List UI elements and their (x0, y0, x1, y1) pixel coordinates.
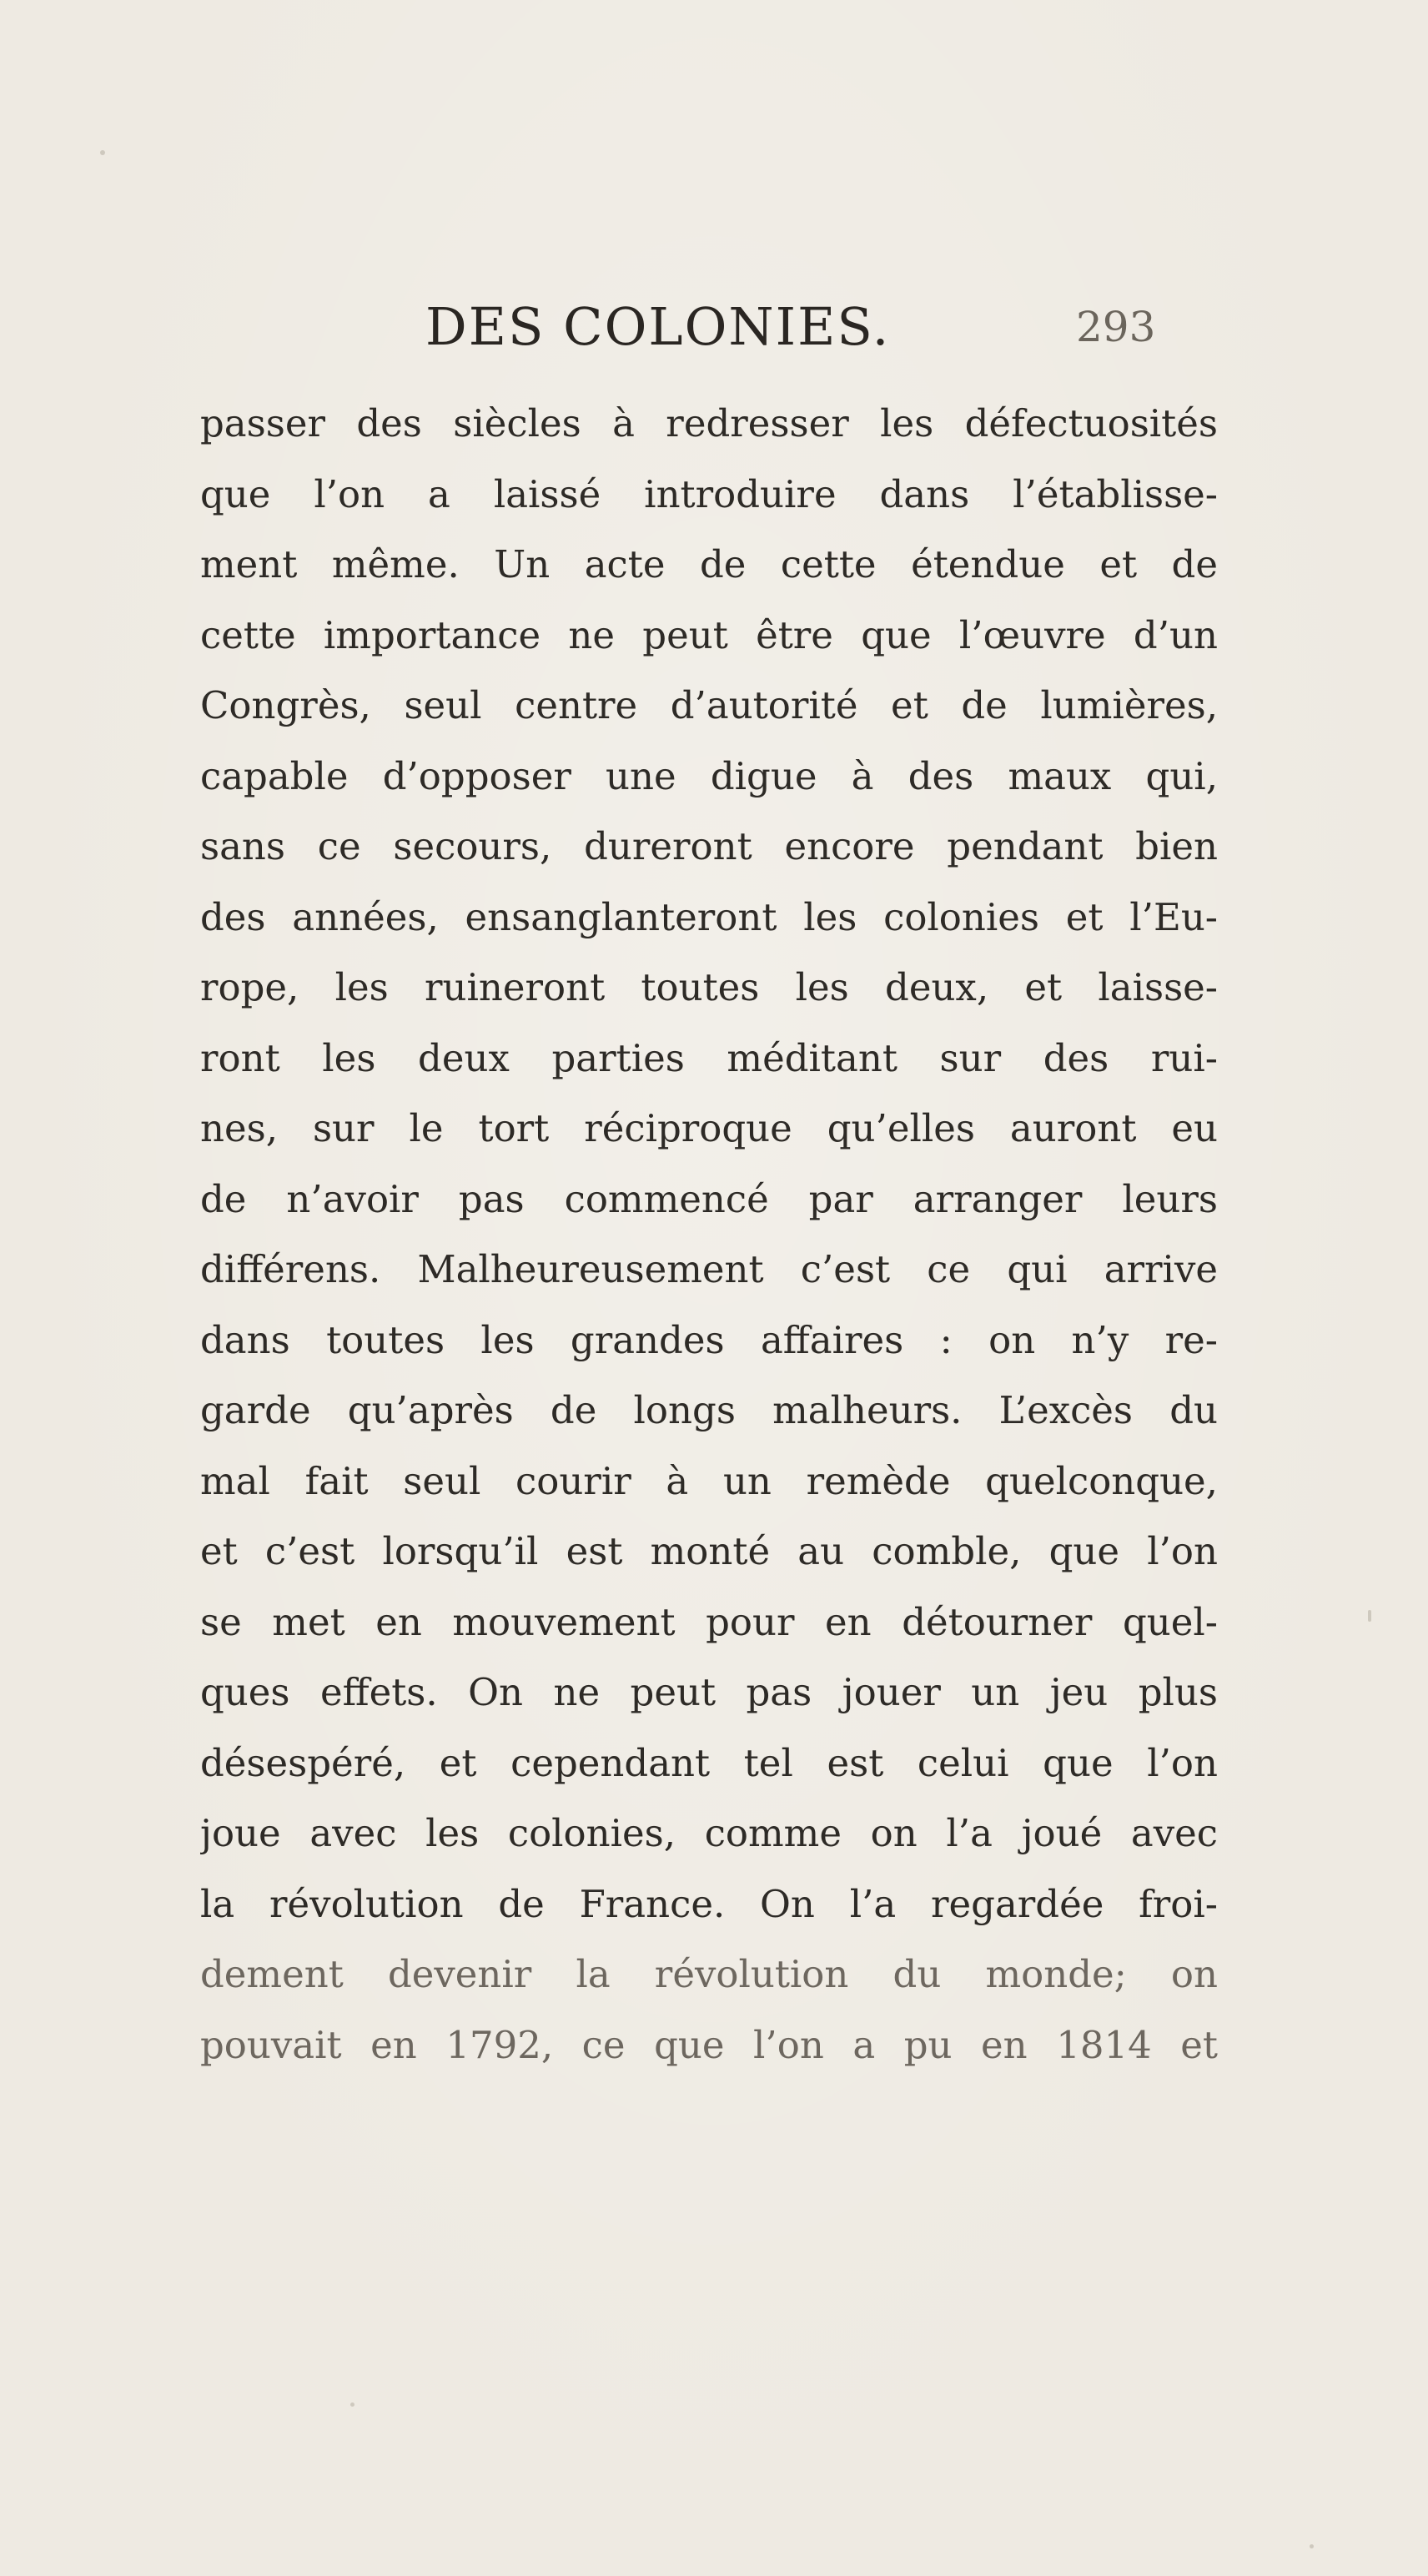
running-title: DES COLONIES. (425, 296, 891, 357)
text-line: ront les deux parties méditant sur des rui- (200, 1035, 1218, 1080)
text-line: joue avec les colonies, comme on l’a joué avec (200, 1811, 1218, 1855)
text-line: nes, sur le tort réciproque qu’elles auront eu (200, 1106, 1218, 1150)
paper-speck (1310, 2544, 1314, 2548)
text-line: rope, les ruineront toutes les deux, et laisse- (200, 965, 1218, 1009)
text-line: dans toutes les grandes affaires : on n’y re- (200, 1317, 1218, 1362)
text-line: mal fait seul courir à un remède quelconque, (200, 1458, 1218, 1503)
text-line: capable d’opposer une digue à des maux qui, (200, 753, 1218, 798)
page-header (0, 294, 1428, 360)
text-line: ques effets. On ne peut pas jouer un jeu plus (200, 1670, 1218, 1714)
text-line: Congrès, seul centre d’autorité et de lumières, (200, 683, 1218, 727)
text-line: sans ce secours, dureront encore pendant bien (200, 824, 1218, 868)
text-line: différens. Malheureusement c’est ce qui arrive (200, 1247, 1218, 1291)
text-line: la révolution de France. On l’a regardée froi- (200, 1881, 1218, 1926)
text-line: pouvait en 1792, ce que l’on a pu en 1814 et (200, 2022, 1218, 2067)
text-line: désespéré, et cependant tel est celui que l’on (200, 1740, 1218, 1785)
text-line: se met en mouvement pour en détourner quel- (200, 1599, 1218, 1644)
text-line: cette importance ne peut être que l’œuvre d’un (200, 612, 1218, 657)
text-line: dement devenir la révolution du monde; on (200, 1952, 1218, 1996)
page-number: 293 (1076, 303, 1156, 351)
text-line: de n’avoir pas commencé par arranger leurs (200, 1176, 1218, 1221)
paper-speck (100, 150, 105, 155)
text-line: passer des siècles à redresser les défectuosités (200, 401, 1218, 445)
paper-speck (350, 2402, 354, 2407)
text-line: ment même. Un acte de cette étendue et de (200, 542, 1218, 586)
text-line: des années, ensanglanteront les colonies et l’Eu- (200, 894, 1218, 939)
text-line: que l’on a laissé introduire dans l’établisse- (200, 471, 1218, 516)
text-line: garde qu’après de longs malheurs. L’excès du (200, 1388, 1218, 1432)
body-text (200, 389, 1218, 2080)
text-line: et c’est lorsqu’il est monté au comble, que l’on (200, 1529, 1218, 1573)
paper-speck (1368, 1610, 1371, 1622)
